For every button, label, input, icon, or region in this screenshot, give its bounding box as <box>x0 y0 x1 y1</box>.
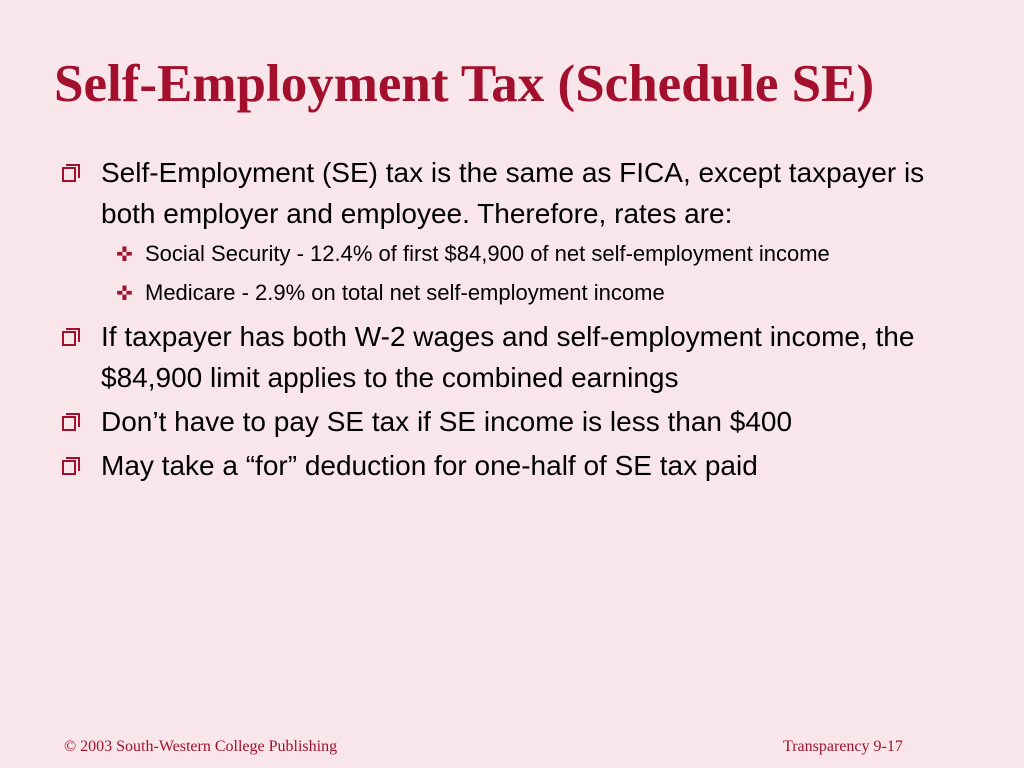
footer-copyright: © 2003 South-Western College Publishing <box>64 738 338 755</box>
hollow-square-icon <box>62 328 80 346</box>
bullet-text: If taxpayer has both W-2 wages and self-employment income, the $84,900 limit applies to the combined earnings <box>101 321 915 393</box>
bullet-text: Self-Employment (SE) tax is the same as FICA, except taxpayer is both employer and employee. Therefore, rates are: <box>101 157 925 229</box>
four-point-cross-icon: ✜ <box>116 281 133 305</box>
sub-bullet-item <box>101 238 960 269</box>
footer-transparency-number: Transparency 9-17 <box>783 738 903 755</box>
bullet-item <box>60 445 960 486</box>
bullet-text: May take a “for” deduction for one-half of SE tax paid <box>101 450 758 481</box>
sub-bullet-list <box>101 238 960 308</box>
bullet-item <box>60 316 960 398</box>
hollow-square-icon <box>62 413 80 431</box>
bullet-text: Don’t have to pay SE tax if SE income is less than $400 <box>101 406 793 437</box>
slide-title: Self-Employment Tax (Schedule SE) <box>54 55 875 113</box>
bullet-list <box>60 152 960 489</box>
hollow-square-icon <box>62 164 80 182</box>
hollow-square-icon <box>62 457 80 475</box>
bullet-item <box>60 152 960 308</box>
sub-bullet-item <box>101 277 960 308</box>
bullet-item <box>60 401 960 442</box>
sub-bullet-text: Medicare - 2.9% on total net self-employment income <box>145 280 665 305</box>
sub-bullet-text: Social Security - 12.4% of first $84,900 of net self-employment income <box>145 241 830 266</box>
four-point-cross-icon: ✜ <box>116 242 133 266</box>
